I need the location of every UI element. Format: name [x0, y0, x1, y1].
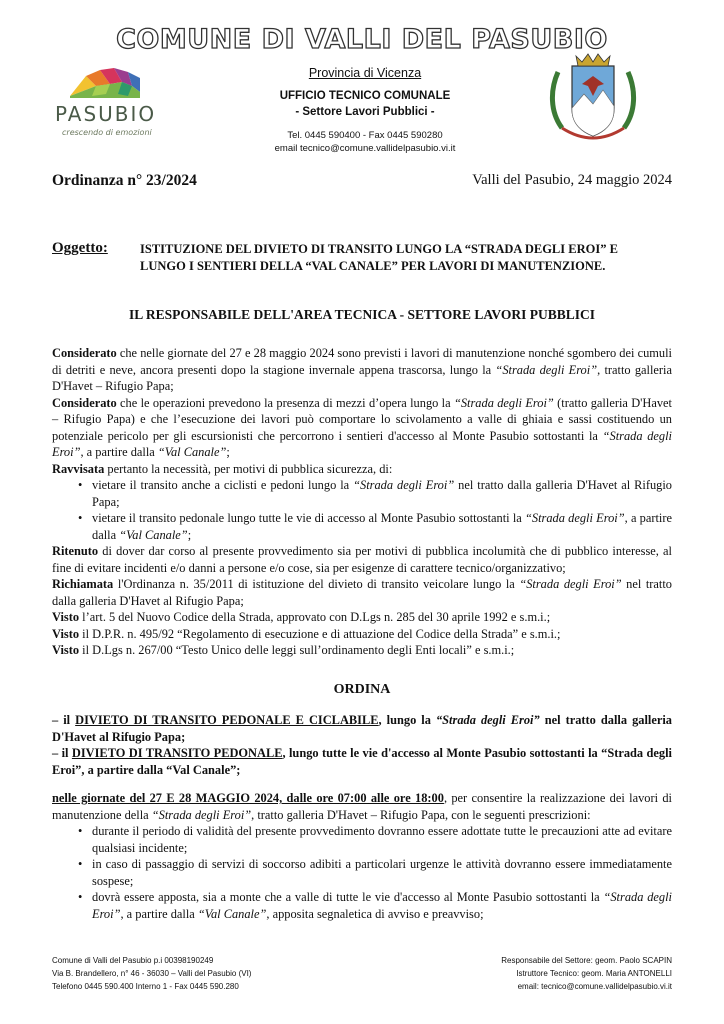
email: email tecnico@comune.vallidelpasubio.vi.it — [274, 143, 456, 154]
order-item-2 — [52, 745, 672, 778]
italic-text: “Strada degli Eroi” — [353, 478, 455, 492]
italic-text: “Val Canale” — [197, 906, 267, 921]
text: , tratto galleria D'Havet – Rifugio Papa, con le seguenti prescrizioni: — [251, 807, 591, 822]
footer-email: email: tecnico@comune.vallidelpasubio.vi.it — [517, 982, 672, 991]
text: – il — [52, 746, 72, 760]
underlined-text: DIVIETO DI TRANSITO PEDONALE E CICLABILE — [75, 713, 379, 727]
text: vietare il transito anche a ciclisti e pedoni lungo la — [92, 478, 354, 492]
preamble — [52, 345, 672, 659]
crest-icon — [548, 50, 638, 150]
text: , per consentire la realizzazione dei lavori di manutenzione della — [52, 791, 672, 822]
italic-text: “Strada degli Eroi” — [453, 395, 554, 410]
keyword: Ravvisata — [52, 461, 105, 476]
italic-text: “Strada degli Eroi” — [151, 807, 252, 822]
text: l’art. 5 del Nuovo Codice della Strada, approvato con D.Lgs n. 285 del 30 aprile 1992 e s.m.i.; — [79, 610, 551, 624]
text: che nelle giornate del 27 e 28 maggio 2024 sono previsti i lavori di manutenzione nonché sgombero dei cumuli di detriti e neve, ancora presenti dopo la stagione invernale appena trascorsa, lungo la — [52, 346, 672, 377]
ordinanza-number: Ordinanza n° 23/2024 — [52, 172, 197, 189]
text: , a partire dalla — [80, 445, 158, 459]
list-item — [52, 510, 672, 543]
footer-responsabile: Responsabile del Settore: geom. Paolo SCAPIN — [501, 956, 672, 965]
text: ; — [226, 445, 230, 459]
footer-address: Via B. Brandellero, n° 46 - 36030 – Valli del Pasubio (VI) — [52, 969, 252, 978]
oggetto-line-2: LUNGO I SENTIERI DELLA “VAL CANALE” PER LAVORI DI MANUTENZIONE. — [140, 259, 606, 273]
keyword: Considerato — [52, 346, 117, 360]
paragraph-visto-1 — [52, 609, 672, 626]
paragraph-giornate — [52, 790, 672, 823]
text: , lungo tutte le vie d'accesso al Monte Pasubio sottostanti la “Strada degli Eroi”, a partire dalla “Val Canale”; — [52, 746, 672, 777]
text: , apposita segnaletica di avviso e preavviso; — [266, 906, 484, 921]
text: dovrà essere apposta, sia a monte che a valle di tutte le vie d'accesso al Monte Pasubio sottostanti la — [92, 890, 604, 904]
text: – il — [52, 713, 76, 727]
oggetto-line-1: ISTITUZIONE DEL DIVIETO DI TRANSITO LUNGO LA “STRADA DEGLI EROI” E — [140, 242, 618, 256]
text: di dover dar corso al presente provvedimento sia per motivi di pubblica incolumità che di pubblico interesse, al fine di evitare incidenti e/o danni a persone e/o cose, sia per esigenze di carattere tecnico/organizzativo; — [52, 544, 672, 575]
text: il D.P.R. n. 495/92 “Regolamento di esecuzione e di attuazione del Codice della Strada” e s.m.i.; — [79, 626, 561, 641]
text: , a partire dalla — [120, 906, 198, 921]
text: , tratto galleria D'Havet – Rifugio Papa; — [52, 362, 672, 393]
keyword: Visto — [52, 626, 80, 641]
prescriptions-list — [52, 823, 672, 922]
prescriptions-block — [52, 790, 672, 922]
italic-text: “Val Canale” — [119, 527, 188, 542]
underlined-text: nelle giornate del 27 E 28 MAGGIO 2024, dalle ore 07:00 alle ore 18:00 — [52, 791, 444, 805]
italic-text: “Strada degli Eroi” — [52, 428, 672, 459]
text: l'Ordinanza n. 35/2011 di istituzione del divieto di transito veicolare lungo la — [113, 577, 520, 591]
text: , lungo la — [378, 713, 436, 727]
italic-text: “Strada degli Eroi” — [519, 577, 622, 591]
responsabile-title: IL RESPONSABILE DELL'AREA TECNICA - SETTORE LAVORI PUBBLICI — [128, 307, 595, 322]
logo-wordmark: PASUBIO — [55, 102, 157, 126]
paragraph-richiamata — [52, 576, 672, 609]
order-item-1 — [52, 712, 672, 745]
text: (tratto galleria D'Havet – Rifugio Papa) e che l’esecuzione dei lavori può comportare lo scivolamento a valle di ghiaia e sassi costituendo un potenziale pericolo per gli escursionisti che percorrono i sentieri d'accesso al Monte Pasubio sottostanti la — [52, 395, 672, 443]
footer-phone: Telefono 0445 590.400 Interno 1 - Fax 0445 590.280 — [52, 982, 239, 991]
text: il D.Lgs n. 267/00 “Testo Unico delle leggi sull’ordinamento degli Enti locali” e s.m.i.; — [79, 643, 515, 657]
comune-title: COMUNE DI VALLI DEL PASUBIO — [116, 24, 608, 55]
list-item: • durante il periodo di validità del presente provvedimento dovranno essere adottate tutte le precauzioni atte ad evitare qualsiasi incidente; — [52, 823, 672, 856]
text: , a partire dalla — [92, 511, 672, 542]
list-item: • in caso di passaggio di servizi di soccorso adibiti a particolari urgenze le attività dovranno essere immediatamente sospese; — [52, 856, 672, 889]
italic-text: “Strada degli Eroi” — [435, 713, 540, 727]
italic-text: “Strada degli Eroi” — [495, 362, 598, 377]
text: ; — [187, 527, 192, 542]
footer-istruttore: Istruttore Tecnico: geom. Maria ANTONELLI — [516, 969, 672, 978]
telefono: Tel. 0445 590400 - Fax 0445 590280 — [287, 130, 443, 141]
paragraph-considerato-2 — [52, 395, 672, 461]
ordina-title: ORDINA — [333, 682, 391, 697]
italic-text: “Strada degli Eroi” — [92, 890, 673, 921]
paragraph-visto-2 — [52, 626, 672, 643]
settore: - Settore Lavori Pubblici - — [295, 106, 435, 118]
italic-text: “Strada degli Eroi” — [525, 511, 625, 525]
footer-comune: Comune di Valli del Pasubio p.i 00398190249 — [52, 956, 214, 965]
order-items — [52, 712, 672, 778]
text: nel tratto dalla galleria D'Havet al Rifugio Papa; — [92, 478, 672, 509]
keyword: Ritenuto — [52, 544, 99, 558]
list-item — [52, 477, 672, 510]
ravvisata-list — [52, 477, 672, 543]
underlined-text: DIVIETO DI TRANSITO PEDONALE — [71, 746, 283, 760]
provincia: Provincia di Vicenza — [308, 66, 422, 80]
keyword: Visto — [52, 643, 80, 657]
text: nel tratto dalla galleria D'Havet al Rifugio Papa; — [52, 713, 672, 744]
text: pertanto la necessità, per motivi di pubblica sicurezza, di: — [104, 461, 393, 476]
keyword: Considerato — [52, 395, 117, 410]
oggetto-text — [140, 241, 670, 275]
keyword: Visto — [52, 610, 80, 624]
paragraph-visto-3 — [52, 642, 672, 659]
paragraph-ritenuto — [52, 543, 672, 576]
paragraph-considerato-1 — [52, 345, 672, 395]
paragraph-ravvisata — [52, 461, 672, 478]
text: che le operazioni prevedono la presenza di mezzi d’opera lungo la — [116, 395, 454, 410]
place-date: Valli del Pasubio, 24 maggio 2024 — [472, 172, 672, 188]
footer-left — [52, 954, 251, 993]
oggetto-label: Oggetto: — [52, 240, 108, 256]
italic-text: “Val Canale” — [157, 445, 227, 459]
list-item — [52, 889, 672, 922]
logo-tagline: crescendo di emozioni — [62, 128, 152, 137]
ufficio-tecnico: UFFICIO TECNICO COMUNALE — [279, 90, 451, 102]
text: vietare il transito pedonale lungo tutte le vie di accesso al Monte Pasubio sottostanti la — [92, 511, 525, 525]
keyword: Richiamata — [52, 577, 114, 591]
text: nel tratto dalla galleria D'Havet al Rifugio Papa; — [52, 577, 672, 608]
footer-right — [501, 954, 672, 993]
